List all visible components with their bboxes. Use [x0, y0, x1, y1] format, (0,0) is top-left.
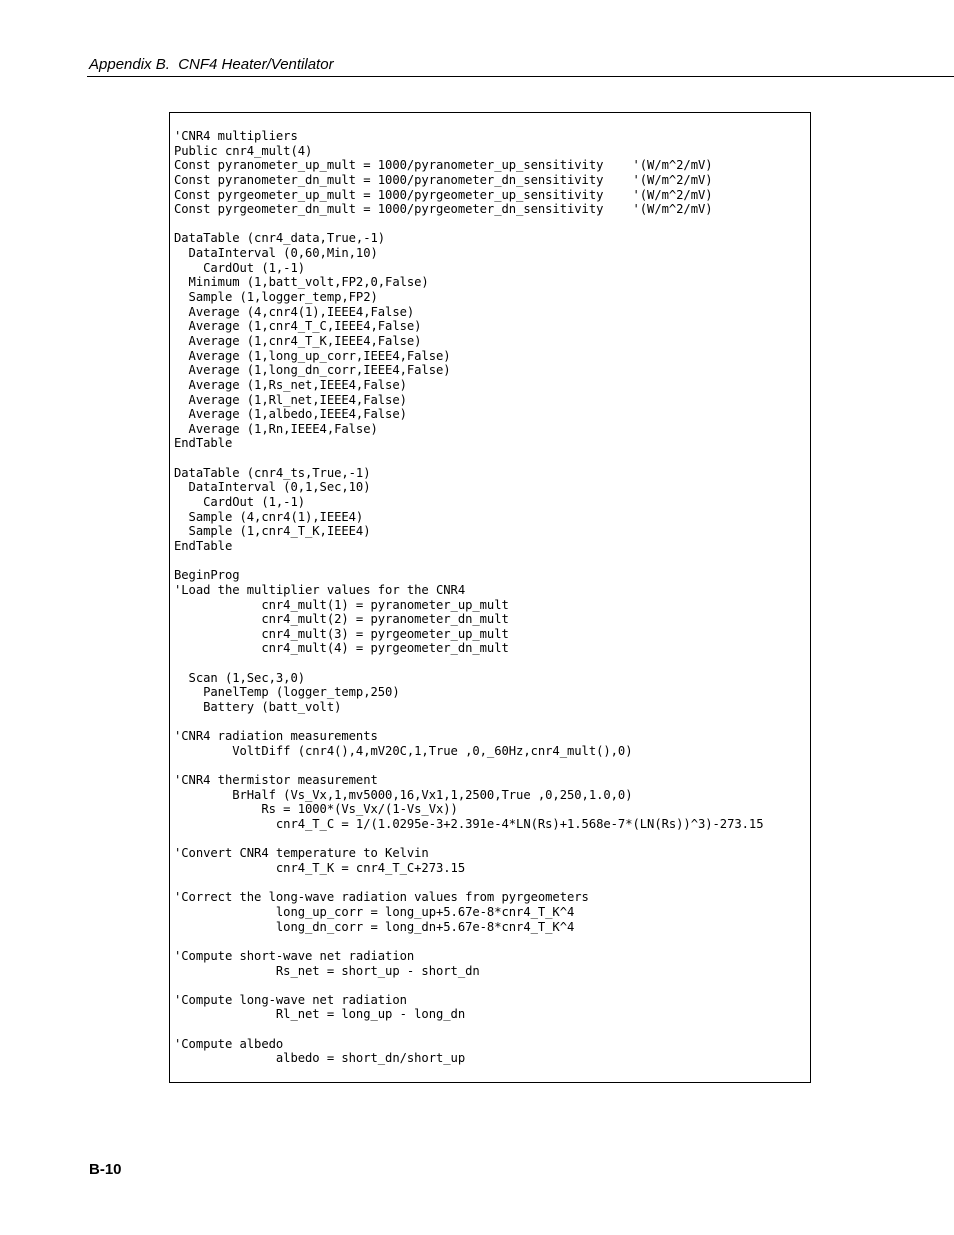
code-line: cnr4_T_C = 1/(1.0295e-3+2.391e-4*LN(Rs)+1.568e-7*(LN(Rs))^3)-273.15	[174, 817, 764, 832]
code-line: Battery (batt_volt)	[174, 699, 342, 714]
code-line: DataInterval (0,1,Sec,10)	[174, 480, 371, 495]
code-line: Sample (4,cnr4(1),IEEE4)	[174, 509, 364, 524]
code-line	[174, 978, 763, 993]
code-line: Rs = 1000*(Vs_Vx/(1-Vs_Vx))	[174, 802, 458, 817]
code-line: Average (1,long_dn_corr,IEEE4,False)	[174, 363, 451, 378]
code-listing-box	[169, 112, 811, 1083]
code-line	[174, 876, 763, 891]
code-listing	[174, 129, 763, 1066]
code-line: Const pyrgeometer_dn_mult = 1000/pyrgeometer_dn_sensitivity '(W/m^2/mV)	[174, 202, 713, 217]
code-line	[174, 656, 763, 671]
code-line: 'CNR4 radiation measurements	[174, 729, 378, 744]
code-line: Const pyrgeometer_up_mult = 1000/pyrgeometer_up_sensitivity '(W/m^2/mV)	[174, 187, 713, 202]
code-line: long_up_corr = long_up+5.67e-8*cnr4_T_K^4	[174, 904, 575, 919]
header-divider	[87, 76, 954, 77]
code-line: 'Compute albedo	[174, 1036, 284, 1051]
code-line: Scan (1,Sec,3,0)	[174, 670, 305, 685]
code-line: EndTable	[174, 538, 233, 553]
code-line: Const pyranometer_up_mult = 1000/pyranometer_up_sensitivity '(W/m^2/mV)	[174, 158, 713, 173]
code-line: cnr4_mult(4) = pyrgeometer_dn_mult	[174, 641, 509, 656]
code-line: Rs_net = short_up - short_dn	[174, 963, 480, 978]
code-line: BrHalf (Vs_Vx,1,mv5000,16,Vx1,1,2500,True ,0,250,1.0,0)	[174, 787, 633, 802]
code-line: 'CNR4 multipliers	[174, 129, 298, 143]
code-line: Rl_net = long_up - long_dn	[174, 1007, 466, 1022]
code-line: Const pyranometer_dn_mult = 1000/pyranometer_dn_sensitivity '(W/m^2/mV)	[174, 172, 713, 187]
code-line: Average (1,albedo,IEEE4,False)	[174, 407, 407, 422]
code-line	[174, 451, 763, 466]
code-line: DataInterval (0,60,Min,10)	[174, 246, 378, 261]
code-line: 'Compute long-wave net radiation	[174, 992, 407, 1007]
code-line: Average (1,cnr4_T_C,IEEE4,False)	[174, 319, 422, 334]
code-line: cnr4_mult(2) = pyranometer_dn_mult	[174, 612, 509, 627]
code-line: BeginProg	[174, 568, 240, 583]
code-line: DataTable (cnr4_data,True,-1)	[174, 231, 386, 246]
code-line: Average (1,cnr4_T_K,IEEE4,False)	[174, 333, 422, 348]
code-line: Average (1,Rs_net,IEEE4,False)	[174, 377, 407, 392]
running-header: Appendix B. CNF4 Heater/Ventilator	[89, 56, 334, 73]
code-line	[174, 1022, 763, 1037]
code-line: 'Compute short-wave net radiation	[174, 948, 415, 963]
code-line: cnr4_mult(3) = pyrgeometer_up_mult	[174, 626, 509, 641]
code-line	[174, 554, 763, 569]
code-line: CardOut (1,-1)	[174, 495, 305, 510]
code-line: PanelTemp (logger_temp,250)	[174, 685, 400, 700]
code-line: Sample (1,logger_temp,FP2)	[174, 290, 378, 305]
code-line	[174, 759, 763, 774]
code-line: 'Correct the long-wave radiation values from pyrgeometers	[174, 890, 589, 905]
code-line: albedo = short_dn/short_up	[174, 1051, 466, 1066]
code-line: CardOut (1,-1)	[174, 260, 305, 275]
code-line	[174, 217, 763, 232]
code-line: Public cnr4_mult(4)	[174, 143, 313, 158]
code-line: long_dn_corr = long_dn+5.67e-8*cnr4_T_K^4	[174, 919, 575, 934]
code-line	[174, 715, 763, 730]
code-line: cnr4_T_K = cnr4_T_C+273.15	[174, 861, 466, 876]
code-line: Sample (1,cnr4_T_K,IEEE4)	[174, 524, 371, 539]
code-line	[174, 832, 763, 847]
code-line: DataTable (cnr4_ts,True,-1)	[174, 465, 371, 480]
code-line: EndTable	[174, 436, 233, 451]
code-line: Average (1,long_up_corr,IEEE4,False)	[174, 348, 451, 363]
code-line: 'Convert CNR4 temperature to Kelvin	[174, 846, 429, 861]
code-line: Minimum (1,batt_volt,FP2,0,False)	[174, 275, 429, 290]
code-line: cnr4_mult(1) = pyranometer_up_mult	[174, 597, 509, 612]
code-line: Average (1,Rl_net,IEEE4,False)	[174, 392, 407, 407]
code-line: 'Load the multiplier values for the CNR4	[174, 582, 466, 597]
code-line: Average (4,cnr4(1),IEEE4,False)	[174, 304, 415, 319]
code-line: 'CNR4 thermistor measurement	[174, 773, 378, 788]
code-line: VoltDiff (cnr4(),4,mV20C,1,True ,0,_60Hz,cnr4_mult(),0)	[174, 743, 633, 758]
code-line: Average (1,Rn,IEEE4,False)	[174, 421, 378, 436]
code-line	[174, 934, 763, 949]
page-number: B-10	[89, 1161, 122, 1178]
